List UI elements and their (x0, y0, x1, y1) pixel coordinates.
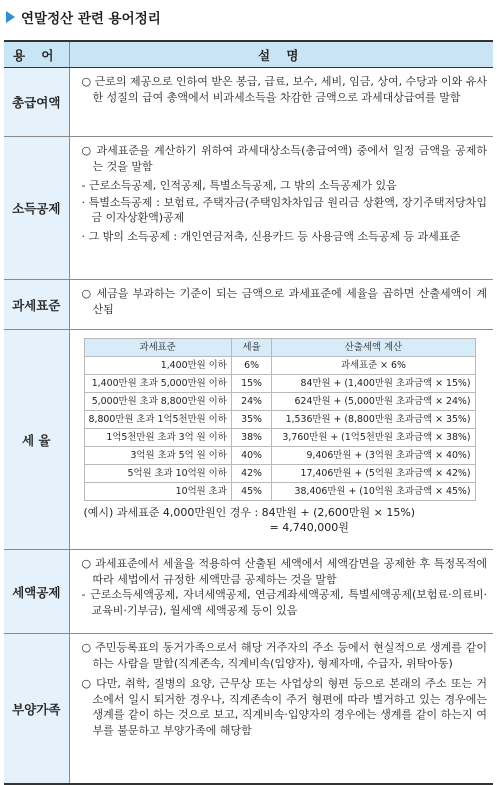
desc-paragraph: ○ 근로의 제공으로 인하여 받은 봉급, 급료, 보수, 세비, 임금, 상여, 수당과 이와 유사한 성질의 급여 총액에서 비과세소득을 차감한 금액으로 과세대상급여를 말함 (81, 75, 487, 104)
glossary-row-tax-credit (4, 550, 493, 634)
section-title-text: 연말정산 관련 용어정리 (21, 11, 161, 27)
tax-header-calc: 산출세액 계산 (272, 339, 475, 357)
desc-paragraph: · 특별소득공제 : 보험료, 주택자금(주택임차차입금 원리금 상환액, 장기주택저당차입금 이자상환액)공제 (81, 195, 487, 224)
triangle-bullet-icon (6, 11, 15, 23)
desc-total-salary (69, 68, 493, 137)
glossary-row-tax-rate (4, 330, 493, 550)
desc-paragraph: - 근로소득공제, 인적공제, 특별소득공제, 그 밖의 소득공제가 있음 (81, 179, 397, 192)
term-dependents: 부양가족 (4, 634, 69, 785)
header-description: 설 명 (69, 41, 493, 68)
glossary-row-total-salary (4, 68, 493, 137)
tax-bracket: 5억원 초과 10억원 이하 (84, 465, 231, 483)
glossary-row-tax-base (4, 280, 493, 330)
tax-example (84, 505, 488, 535)
tax-bracket: 3억원 초과 5억 원 이하 (84, 447, 231, 465)
tax-rate: 15% (231, 375, 272, 393)
tax-rate-table (84, 338, 476, 501)
tax-bracket: 5,000만원 초과 8,800만원 이하 (84, 393, 231, 411)
desc-paragraph: ○ 다만, 취학, 질병의 요양, 근무상 또는 사업상의 형편 등으로 본래의 주소 또는 거소에서 일시 퇴거한 경우나, 직계존속이 주거 형편에 따라 별거하고 있는 경우에는 생계를 같이 하는 것으로 보고, 직계비속·입양자의 경우에는 생계를 같이 하는지 여부를 불문하고 부양가족에 해당함 (81, 677, 487, 737)
desc-paragraph: ○ 세금을 부과하는 기준이 되는 금액으로 과세표준에 세율을 곱하면 산출세액이 계산됨 (81, 287, 487, 316)
tax-bracket: 8,800만원 초과 1억5천만원 이하 (84, 411, 231, 429)
tax-calc: 1,536만원 + (8,800만원 초과금액 × 35%) (272, 411, 475, 429)
tax-bracket: 10억원 초과 (84, 483, 231, 501)
term-total-salary: 총급여액 (4, 68, 69, 137)
tax-bracket: 1,400만원 이하 (84, 357, 231, 375)
glossary-table (4, 40, 493, 785)
glossary-row-income-deduction (4, 137, 493, 280)
desc-paragraph: - 근로소득세액공제, 자녀세액공제, 연금계좌세액공제, 특별세액공제(보험료·의료비·교육비·기부금), 월세액 세액공제 등이 있음 (81, 588, 487, 617)
tax-rate: 38% (231, 429, 272, 447)
tax-calc: 과세표준 × 6% (272, 357, 475, 375)
glossary-row-dependents (4, 634, 493, 785)
header-term: 용 어 (4, 41, 69, 68)
tax-rate-row (84, 411, 475, 429)
tax-rate: 40% (231, 447, 272, 465)
desc-paragraph: ○ 과세표준을 계산하기 위하여 과세대상소득(총급여액) 중에서 일정 금액을 공제하는 것을 말함 (81, 144, 487, 173)
desc-paragraph: ○ 과세표준에서 세율을 적용하여 산출된 세액에서 세액감면을 공제한 후 특정목적에 따라 세법에서 규정한 세액만큼 공제하는 것을 말함 (81, 557, 487, 586)
tax-rate-row (84, 465, 475, 483)
tax-rate-row (84, 429, 475, 447)
tax-header-rate: 세율 (231, 339, 272, 357)
tax-rate: 45% (231, 483, 272, 501)
desc-dependents (69, 634, 493, 785)
tax-rate-row (84, 447, 475, 465)
desc-paragraph: · 그 밖의 소득공제 : 개인연금저축, 신용카드 등 사용금액 소득공제 등 과세표준 (81, 229, 461, 243)
term-tax-rate: 세 율 (4, 330, 69, 550)
tax-calc: 84만원 + (1,400만원 초과금액 × 15%) (272, 375, 475, 393)
tax-rate: 6% (231, 357, 272, 375)
desc-paragraph: ○ 주민등록표의 동거가족으로서 해당 거주자의 주소 등에서 현실적으로 생계를 같이 하는 사람을 말함(직계존속, 직계비속(입양자), 형제자매, 수급자, 위탁아동) (81, 641, 487, 670)
tax-rate-row (84, 483, 475, 501)
tax-calc: 38,406만원 + (10억원 초과금액 × 45%) (272, 483, 475, 501)
tax-rate: 35% (231, 411, 272, 429)
tax-rate: 24% (231, 393, 272, 411)
term-tax-credit: 세액공제 (4, 550, 69, 634)
tax-rate-row (84, 375, 475, 393)
tax-rate-row (84, 393, 475, 411)
term-tax-base: 과세표준 (4, 280, 69, 330)
section-title (6, 7, 161, 27)
term-income-deduction: 소득공제 (4, 137, 69, 280)
tax-calc: 624만원 + (5,000만원 초과금액 × 24%) (272, 393, 475, 411)
tax-rate: 42% (231, 465, 272, 483)
tax-bracket: 1억5천만원 초과 3억 원 이하 (84, 429, 231, 447)
glossary-header-row (4, 41, 493, 68)
tax-calc: 9,406만원 + (3억원 초과금액 × 40%) (272, 447, 475, 465)
tax-example-result: = 4,740,000원 (269, 521, 349, 534)
tax-example-line: (예시) 과세표준 4,000만원인 경우 : 84만원 + (2,600만원 × 15%) (83, 506, 416, 519)
desc-tax-base (69, 280, 493, 330)
tax-bracket: 1,400만원 초과 5,000만원 이하 (84, 375, 231, 393)
desc-income-deduction (69, 137, 493, 280)
tax-calc: 17,406만원 + (5억원 초과금액 × 42%) (272, 465, 475, 483)
desc-tax-credit (69, 550, 493, 634)
tax-rate-header-row (84, 339, 475, 357)
tax-calc: 3,760만원 + (1억5천만원 초과금액 × 38%) (272, 429, 475, 447)
desc-tax-rate (69, 330, 493, 550)
tax-header-base: 과세표준 (84, 339, 231, 357)
tax-rate-row (84, 357, 475, 375)
